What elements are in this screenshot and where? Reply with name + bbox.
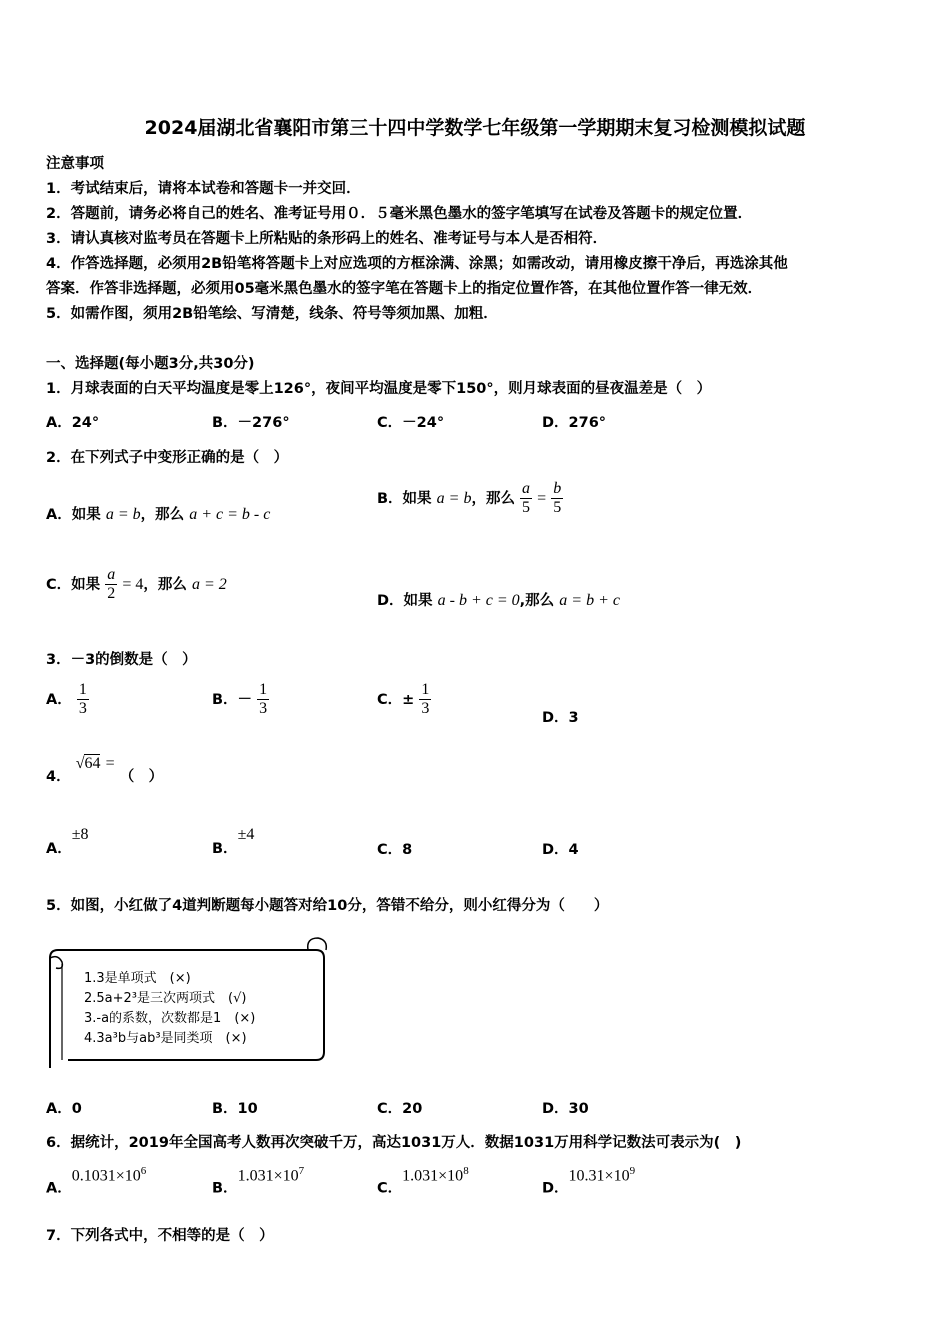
q3-option-d: D．3 (542, 710, 579, 726)
q3-option-c (377, 681, 431, 718)
q2-c-eq: = 4 (122, 576, 144, 593)
q1-option-b: B．－276° (212, 415, 290, 431)
q6-b-base: 1.031×10 (237, 1167, 299, 1185)
radicand: 64 (84, 755, 101, 772)
q5-option-c: C．20 (377, 1101, 423, 1117)
q5-option-d: D．30 (542, 1101, 589, 1117)
q6-d-label: D． (542, 1180, 569, 1197)
notice-item: 1．考试结束后，请将本试卷和答题卡一并交回． (46, 181, 361, 197)
q6-c-base: 1.031×10 (402, 1167, 464, 1185)
notice-item: 2．答题前，请务必将自己的姓名、准考证号用０．５毫米黑色墨水的签字笔填写在试卷及答题卡的规定位置． (46, 206, 753, 222)
fraction: $\frac{b}{5}$ (553, 480, 562, 516)
question-4-stem (46, 755, 164, 786)
q4-option-a (46, 824, 89, 858)
fraction: $\frac{1}{3}$ (78, 681, 87, 717)
q2-d-result: a = b + c (559, 592, 620, 609)
q4-option-d: D．4 (542, 842, 579, 858)
q3-c-label: C．± (377, 692, 415, 708)
q5-option-b: B．10 (212, 1101, 258, 1117)
equals-sign: = (105, 755, 115, 772)
q6-b-label: B． (212, 1180, 238, 1197)
q1-option-d: D．276° (542, 415, 607, 431)
q2-d-label: D．如果 (377, 593, 433, 609)
q2-a-label: A．如果 (46, 507, 101, 523)
q4-option-c: C．8 (377, 842, 413, 858)
q2-option-c (46, 566, 227, 603)
q6-c-label: C． (377, 1180, 403, 1197)
q6-d-base: 10.31×10 (568, 1167, 630, 1185)
section-heading: 一、选择题(每小题3分,共30分) (46, 356, 255, 372)
notice-item: 3．请认真核对监考员在答题卡上所粘贴的条形码上的姓名、准考证号与本人是否相符． (46, 231, 608, 247)
q2-c-result: a = 2 (191, 576, 227, 593)
q6-b-exponent: 7 (298, 1165, 305, 1177)
q2-c-label: C．如果 (46, 577, 101, 593)
q3-b-label: B．－ (212, 692, 253, 708)
q4-a-label: A． (46, 841, 72, 857)
q2-b-label: B．如果 (377, 491, 432, 507)
question-7-stem: 7．下列各式中，不相等的是（ ） (46, 1228, 274, 1244)
q2-d-then-word: ,那么 (519, 593, 555, 609)
q2-b-then-word: ，那么 (471, 491, 515, 507)
notice-item: 答案．作答非选择题，必须用05毫米黑色墨水的签字笔在答题卡上的指定位置作答，在其他位置作答一律无效． (46, 281, 763, 297)
scroll-figure (44, 934, 344, 1072)
q3-option-a (46, 681, 89, 718)
q3-a-label: A． (46, 692, 72, 708)
q2-d-condition: a - b + c = 0 (437, 592, 520, 609)
sqrt-expression (76, 753, 115, 773)
q2-option-d (377, 589, 620, 610)
fraction: $\frac{1}{3}$ (421, 681, 430, 717)
q2-option-b (377, 480, 563, 517)
fraction: $\frac{a}{2}$ (107, 566, 116, 602)
figure-line: 1.3是单项式 (×) (84, 971, 191, 986)
notice-heading: 注意事项 (46, 156, 104, 172)
figure-line: 4.3a³b与ab³是同类项 (×) (84, 1031, 247, 1046)
figure-line: 3.-a的系数，次数都是1 (×) (84, 1011, 256, 1026)
question-1-stem: 1．月球表面的白天平均温度是零上126°，夜间平均温度是零下150°，则月球表面的昼夜温差是（ ） (46, 381, 712, 397)
q2-a-then-word: ，那么 (140, 507, 185, 523)
q2-option-a (46, 503, 270, 524)
q2-c-then-word: ，那么 (143, 577, 187, 593)
question-6-stem: 6．据统计，2019年全国高考人数再次突破千万，高达1031万人．数据1031万用科学记数法可表示为( ) (46, 1135, 742, 1151)
figure-line: 2.5a+2³是三次两项式 (√) (84, 991, 247, 1006)
q5-option-a: A．0 (46, 1101, 82, 1117)
page-title: 2024届湖北省襄阳市第三十四中学数学七年级第一学期期末复习检测模拟试题 (144, 117, 806, 139)
q6-c-exponent: 8 (463, 1165, 469, 1177)
q6-a-label: A． (46, 1180, 72, 1197)
question-3-stem: 3．－3的倒数是（ ） (46, 652, 197, 668)
question-2-stem: 2．在下列式子中变形正确的是（ ） (46, 450, 289, 466)
q4-number: 4． (46, 769, 71, 785)
q4-b-value: ±4 (237, 826, 255, 843)
question-5-stem: 5．如图，小红做了4道判断题每小题答对给10分，答错不给分，则小红得分为（ ） (46, 898, 609, 914)
q6-option-d (542, 1165, 635, 1197)
q2-a-result: a + c = b - c (189, 506, 271, 523)
q1-option-c: C．－24° (377, 415, 445, 431)
q2-a-condition: a = b (105, 506, 141, 523)
sqrt-icon: √ (75, 755, 85, 772)
q6-a-exponent: 6 (140, 1165, 147, 1177)
q6-option-a (46, 1165, 146, 1197)
q6-option-c (377, 1165, 469, 1197)
fraction: $\frac{a}{5}$ (522, 480, 531, 516)
equals-sign: = (537, 490, 547, 507)
q4-a-value: ±8 (71, 826, 89, 843)
q6-d-exponent: 9 (629, 1165, 636, 1177)
q6-a-base: 0.1031×10 (71, 1167, 141, 1185)
answer-blank: （ ） (119, 769, 164, 785)
q2-b-condition: a = b (436, 490, 472, 507)
q1-option-a: A．24° (46, 415, 100, 431)
q3-option-b (212, 681, 269, 718)
fraction: $\frac{1}{3}$ (259, 681, 268, 717)
notice-item: 5．如需作图，须用2B铅笔绘、写清楚，线条、符号等须加黑、加粗． (46, 306, 498, 322)
q6-option-b (212, 1165, 304, 1197)
notice-item: 4．作答选择题，必须用2B铅笔将答题卡上对应选项的方框涂满、涂黑；如需改动，请用橡皮擦干净后，再选涂其他 (46, 256, 788, 272)
q4-option-b (212, 824, 254, 858)
q4-b-label: B． (212, 841, 238, 857)
